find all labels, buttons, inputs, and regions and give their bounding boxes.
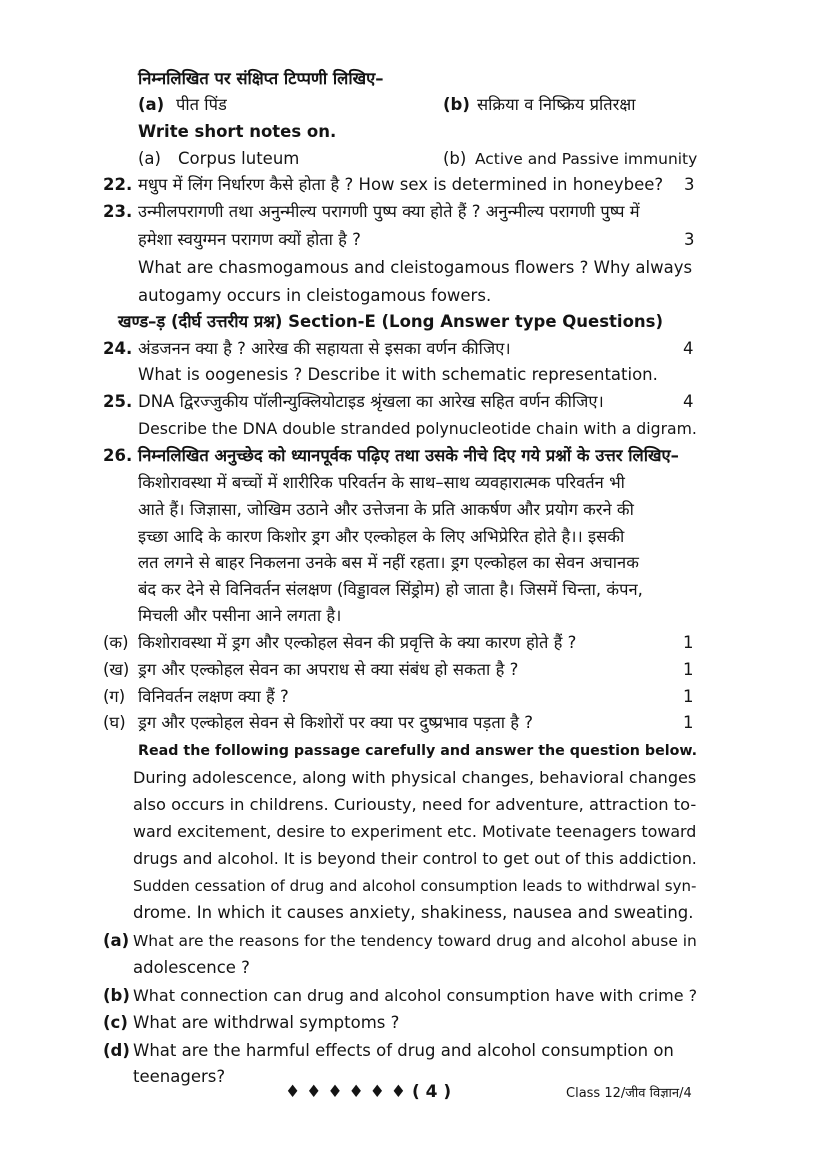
q26-sub-english-text: What connection can drug and alcohol consumption have with crime ? (133, 986, 698, 1005)
q23-marks: 3 (684, 230, 695, 249)
q26-number: 26. (103, 446, 133, 465)
q26-passage-hindi-line: बंद कर देने से विनिवर्तन संलक्षण (विड्डावल सिंड्रोम) हो जाता है। जिसमें चिन्ता, कंपन, (138, 580, 643, 599)
q26-passage-english-line: During adolescence, along with physical changes, behavioral changes (133, 768, 697, 787)
q26-sub-hindi-marks: 1 (683, 687, 694, 706)
q26-sub-hindi-text: विनिवर्तन लक्षण क्या हैं ? (138, 687, 289, 706)
q26-sub-hindi-text: ड्रग और एल्कोहल सेवन का अपराध से क्या संबंध हो सकता है ? (138, 660, 519, 679)
q21-b-hindi: सक्रिया व निष्क्रिय प्रतिरक्षा (477, 95, 636, 114)
q26-passage-hindi-line: मिचली और पसीना आने लगता है। (138, 606, 342, 625)
q26-passage-hindi-line: इच्छा आदि के कारण किशोर ड्रग और एल्कोहल के लिए अभिप्रेरित होते है।। इसकी (138, 527, 625, 546)
q26-sub-english-label: (a) (103, 931, 130, 950)
q21-a-label-hindi: (a) (138, 95, 165, 114)
q25-english: Describe the DNA double stranded polynucleotide chain with a digram. (138, 419, 697, 438)
q26-instruction-english: Read the following passage carefully and answer the question below. (138, 743, 698, 759)
q26-sub-english-label: (b) (103, 986, 130, 1005)
q25-marks: 4 (683, 392, 694, 411)
q26-sub-english-text: adolescence ? (133, 958, 250, 977)
q25-hindi: DNA द्विरज्जुकीय पॉलीन्युक्लियोटाइड श्रृंखला का आरेख सहित वर्णन कीजिए। (138, 392, 604, 411)
q21-a-label-english: (a) (138, 149, 161, 168)
q21-a-hindi: पीत पिंड (176, 95, 227, 114)
section-e-heading: खण्ड–ड़ (दीर्घ उत्तरीय प्रश्न) Section-E (Long Answer type Questions) (118, 312, 664, 331)
q26-passage-english-line: drome. In which it causes anxiety, shakiness, nausea and sweating. (133, 903, 694, 922)
q21-b-label-hindi: (b) (443, 95, 470, 114)
q21-b-english: Active and Passive immunity (475, 150, 698, 168)
q26-sub-hindi-label: (क) (103, 633, 129, 652)
q26-sub-hindi-label: (ग) (103, 687, 126, 706)
q26-sub-hindi-marks: 1 (683, 660, 694, 679)
q24-hindi: अंडजनन क्या है ? आरेख की सहायता से इसका वर्णन कीजिए। (138, 339, 511, 358)
q21-b-label-english: (b) (443, 149, 467, 168)
q26-passage-hindi-line: आते हैं। जिज्ञासा, जोखिम उठाने और उत्तेजना के प्रति आकर्षण और प्रयोग करने की (138, 500, 634, 519)
q26-passage-english-line: drugs and alcohol. It is beyond their control to get out of this addiction. (133, 849, 697, 868)
q21-instruction-english: Write short notes on. (138, 122, 337, 141)
q22-marks: 3 (684, 175, 695, 194)
q26-sub-english-text: What are withdrwal symptoms ? (133, 1013, 400, 1032)
q23-hindi-line2: हमेशा स्वयुग्मन परागण क्यों होता है ? (138, 230, 361, 249)
q26-passage-hindi-line: किशोरावस्था में बच्चों में शारीरिक परिवर्तन के साथ–साथ व्यवहारात्मक परिवर्तन भी (138, 473, 625, 492)
q26-sub-hindi-label: (घ) (103, 713, 126, 732)
q21-instruction-hindi: निम्नलिखित पर संक्षिप्त टिप्पणी लिखिए– (138, 69, 384, 88)
q23-hindi-line1: उन्मीलपरागणी तथा अनुन्मील्य परागणी पुष्प क्या होते हैं ? अनुन्मील्य परागणी पुष्प में (138, 202, 640, 221)
q21-a-english: Corpus luteum (178, 149, 300, 168)
q26-sub-hindi-text: ड्रग और एल्कोहल सेवन से किशोरों पर क्या पर दुष्प्रभाव पड़ता है ? (138, 713, 534, 732)
q25-number: 25. (103, 392, 133, 411)
q23-english-line2: autogamy occurs in cleistogamous fowers. (138, 286, 492, 305)
page-number-marker: ♦ ♦ ♦ ♦ ♦ ♦ ( 4 ) (285, 1082, 452, 1102)
q26-sub-hindi-marks: 1 (683, 713, 694, 732)
q23-english-line1: What are chasmogamous and cleistogamous flowers ? Why always (138, 258, 693, 277)
q22-number: 22. (103, 175, 133, 194)
q26-passage-english-line: ward excitement, desire to experiment etc. Motivate teenagers toward (133, 822, 697, 841)
q22-text: मधुप में लिंग निर्धारण कैसे होता है ? How sex is determined in honeybee? (138, 175, 664, 194)
q26-passage-english-line: Sudden cessation of drug and alcohol consumption leads to withdrwal syn- (133, 877, 697, 895)
q26-passage-english-line: also occurs in childrens. Curiousty, need for adventure, attraction to- (133, 795, 697, 814)
q26-passage-hindi-line: लत लगने से बाहर निकलना उनके बस में नहीं रहता। ड्रग एल्कोहल का सेवन अचानक (138, 553, 639, 572)
q24-english: What is oogenesis ? Describe it with schematic representation. (138, 365, 658, 384)
q26-sub-hindi-marks: 1 (683, 633, 694, 652)
q26-sub-english-text: teenagers? (133, 1067, 226, 1086)
q26-sub-english-text: What are the reasons for the tendency toward drug and alcohol abuse in (133, 932, 697, 950)
q23-number: 23. (103, 202, 133, 221)
q26-instruction-hindi: निम्नलिखित अनुच्छेद को ध्यानपूर्वक पढ़िए तथा उसके नीचे दिए गये प्रश्नों के उत्तर लिखिए– (138, 446, 679, 465)
q26-sub-hindi-text: किशोरावस्था में ड्रग और एल्कोहल सेवन की प्रवृत्ति के क्या कारण होते हैं ? (138, 633, 577, 652)
q26-sub-english-text: What are the harmful effects of drug and alcohol consumption on (133, 1041, 674, 1060)
q24-number: 24. (103, 339, 133, 358)
q26-sub-hindi-label: (ख) (103, 660, 130, 679)
q26-sub-english-label: (c) (103, 1013, 128, 1032)
q24-marks: 4 (683, 339, 694, 358)
class-code: Class 12/जीव विज्ञान/4 (566, 1086, 692, 1101)
q26-sub-english-label: (d) (103, 1041, 130, 1060)
